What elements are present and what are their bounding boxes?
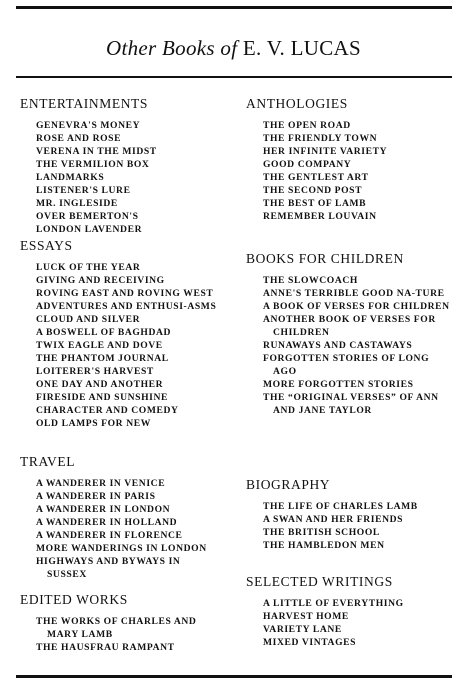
book-title: THE OPEN ROAD	[263, 120, 351, 131]
section-heading: ENTERTAINMENTS	[20, 96, 148, 111]
book-title: THE FRIENDLY TOWN	[263, 133, 378, 144]
book-title: THE HAMBLEDON MEN	[263, 540, 385, 551]
section-edited-works	[20, 592, 218, 654]
title-author: E. V. LUCAS	[242, 36, 361, 60]
book-title: LOITERER'S HARVEST	[36, 366, 154, 377]
book-title: A WANDERER IN FLORENCE	[36, 530, 183, 541]
section-heading: BIOGRAPHY	[246, 477, 331, 492]
section-anthologies	[246, 96, 452, 251]
book-title: ADVENTURES AND ENTHUSI-ASMS	[36, 301, 217, 312]
book-title: HIGHWAYS AND BYWAYS IN SUSSEX	[36, 556, 181, 580]
top-rule	[16, 6, 452, 9]
book-title: ROVING EAST AND ROVING WEST	[36, 288, 214, 299]
title-rule	[16, 76, 452, 78]
book-title: A WANDERER IN LONDON	[36, 504, 171, 515]
book-title: A BOOK OF VERSES FOR CHILDREN	[263, 301, 450, 312]
section-heading: BOOKS FOR CHILDREN	[246, 251, 404, 266]
book-title: LUCK OF THE YEAR	[36, 262, 141, 273]
section-essays	[20, 238, 218, 454]
book-list	[246, 597, 452, 649]
book-list	[20, 119, 218, 236]
book-title: CLOUD AND SILVER	[36, 314, 141, 325]
book-title: A BOSWELL OF BAGHDAD	[36, 327, 172, 338]
section-books-for-children	[246, 251, 452, 477]
book-title: THE SLOWCOACH	[263, 275, 358, 286]
section-travel	[20, 454, 218, 592]
book-title: MORE WANDERINGS IN LONDON	[36, 543, 207, 554]
book-list	[246, 274, 452, 417]
book-title: MIXED VINTAGES	[263, 637, 357, 648]
book-title: HARVEST HOME	[263, 611, 349, 622]
section-heading: SELECTED WRITINGS	[246, 574, 393, 589]
page-title	[0, 36, 467, 61]
book-title: RUNAWAYS AND CASTAWAYS	[263, 340, 413, 351]
book-title: ANOTHER BOOK OF VERSES FOR CHILDREN	[263, 314, 436, 338]
book-title: REMEMBER LOUVAIN	[263, 211, 377, 222]
section-heading: EDITED WORKS	[20, 592, 128, 607]
book-title: ROSE AND ROSE	[36, 133, 122, 144]
book-title: A WANDERER IN VENICE	[36, 478, 166, 489]
book-list	[20, 261, 218, 430]
book-title: VARIETY LANE	[263, 624, 342, 635]
book-title: THE SECOND POST	[263, 185, 363, 196]
book-title: LONDON LAVENDER	[36, 224, 143, 235]
book-title: CHARACTER AND COMEDY	[36, 405, 179, 416]
book-title: THE LIFE OF CHARLES LAMB	[263, 501, 418, 512]
book-title: A WANDERER IN HOLLAND	[36, 517, 178, 528]
book-title: ANNE'S TERRIBLE GOOD NA-TURE	[263, 288, 445, 299]
book-title: LISTENER'S LURE	[36, 185, 131, 196]
book-title: OVER BEMERTON'S	[36, 211, 139, 222]
book-title: THE BEST OF LAMB	[263, 198, 367, 209]
book-title: THE VERMILION BOX	[36, 159, 150, 170]
book-title: MR. INGLESIDE	[36, 198, 118, 209]
section-selected-writings	[246, 574, 452, 649]
book-title: THE PHANTOM JOURNAL	[36, 353, 169, 364]
book-title: A LITTLE OF EVERYTHING	[263, 598, 404, 609]
book-title: HER INFINITE VARIETY	[263, 146, 388, 157]
left-column	[20, 96, 218, 654]
book-title: GIVING AND RECEIVING	[36, 275, 165, 286]
book-title: A WANDERER IN PARIS	[36, 491, 156, 502]
book-title: LANDMARKS	[36, 172, 105, 183]
book-title: THE HAUSFRAU RAMPANT	[36, 642, 175, 653]
section-entertainments	[20, 96, 218, 238]
book-title: TWIX EAGLE AND DOVE	[36, 340, 163, 351]
book-title: ONE DAY AND ANOTHER	[36, 379, 164, 390]
book-title: OLD LAMPS FOR NEW	[36, 418, 151, 429]
section-heading: ANTHOLOGIES	[246, 96, 348, 111]
book-title: FORGOTTEN STORIES OF LONG AGO	[263, 353, 430, 377]
book-title: THE WORKS OF CHARLES AND MARY LAMB	[36, 616, 197, 640]
book-title: VERENA IN THE MIDST	[36, 146, 157, 157]
book-title: GENEVRA'S MONEY	[36, 120, 141, 131]
book-title: MORE FORGOTTEN STORIES	[263, 379, 414, 390]
section-biography	[246, 477, 452, 574]
section-heading: ESSAYS	[20, 238, 73, 253]
book-title: GOOD COMPANY	[263, 159, 352, 170]
bottom-rule	[16, 675, 452, 678]
book-title: THE BRITISH SCHOOL	[263, 527, 380, 538]
book-list	[20, 477, 218, 581]
book-title: THE GENTLEST ART	[263, 172, 369, 183]
section-heading: TRAVEL	[20, 454, 76, 469]
book-list	[246, 500, 452, 552]
book-title: FIRESIDE AND SUNSHINE	[36, 392, 169, 403]
right-column	[246, 96, 452, 649]
book-list	[246, 119, 452, 223]
title-prefix: Other Books of	[106, 36, 238, 60]
book-title: A SWAN AND HER FRIENDS	[263, 514, 404, 525]
book-title: THE “ORIGINAL VERSES” OF ANN AND JANE TAYLOR	[263, 392, 439, 416]
book-list	[20, 615, 218, 654]
